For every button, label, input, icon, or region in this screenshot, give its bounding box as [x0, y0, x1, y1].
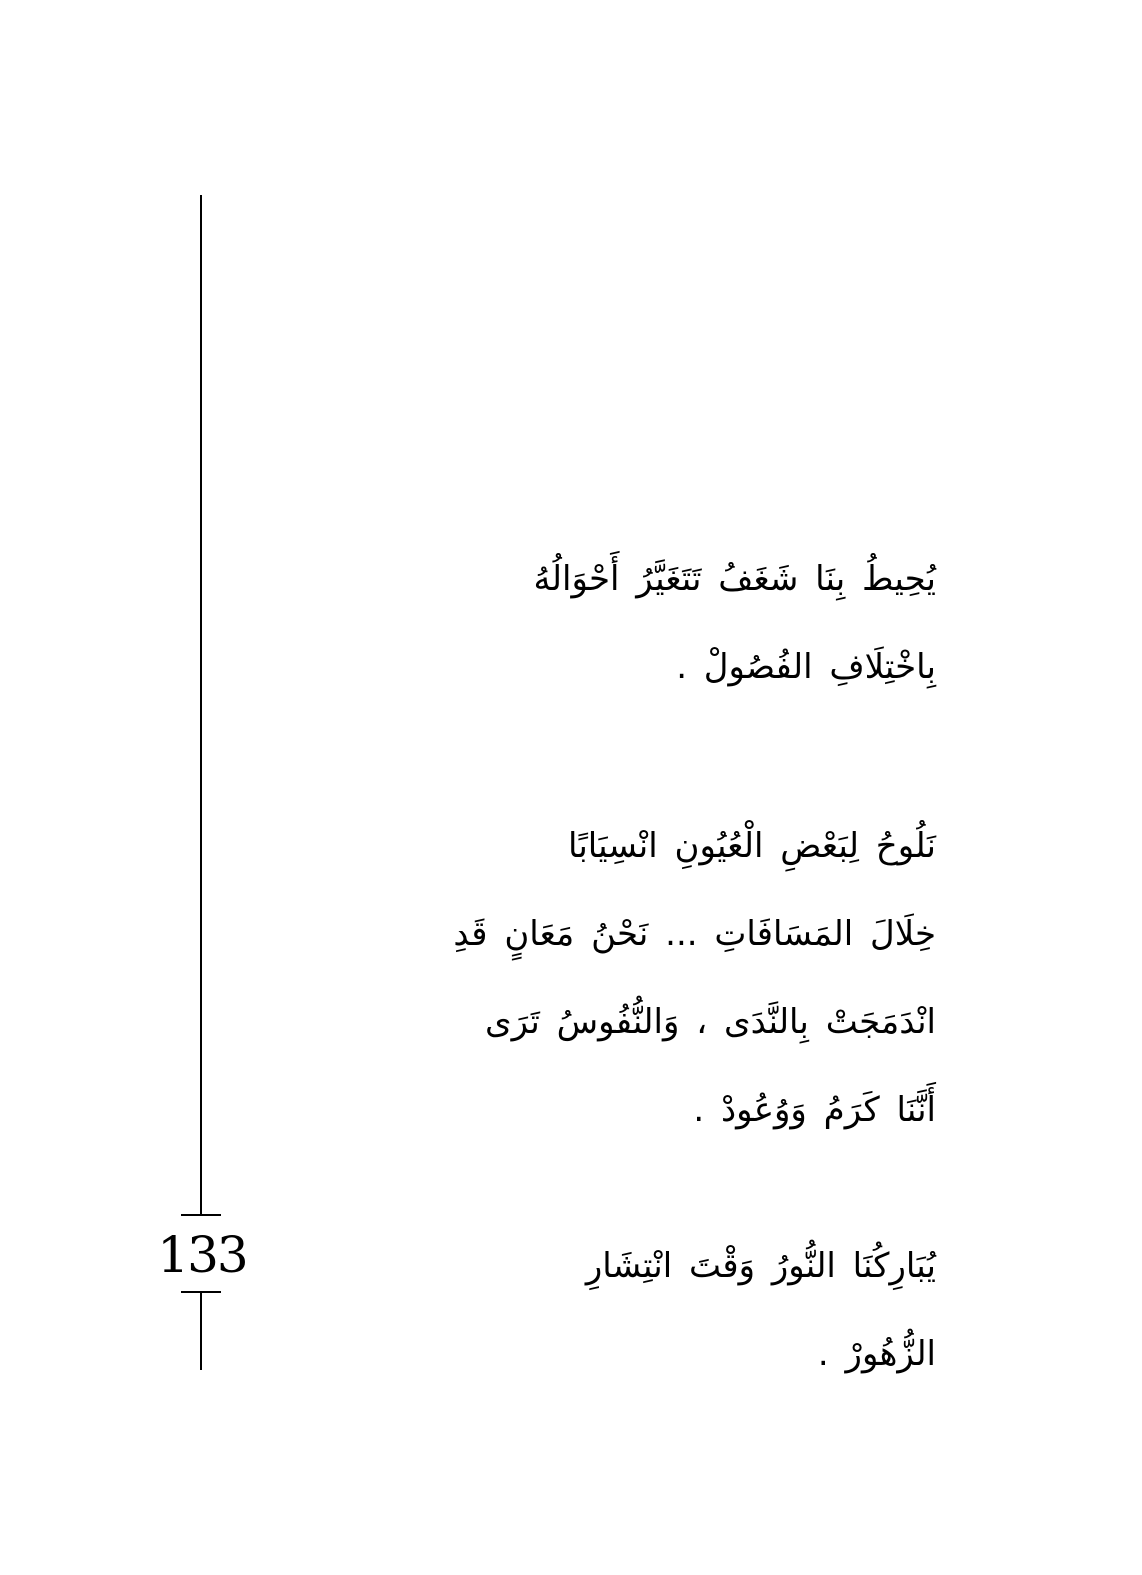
poem-line: نَلُوحُ لِبَعْضِ الْعُيُونِ انْسِيَابًا — [567, 826, 936, 866]
poem-line: الزُّهُورْ . — [817, 1334, 936, 1374]
margin-rule-top — [200, 195, 202, 1215]
stanza — [290, 802, 936, 1154]
stanza — [290, 1222, 936, 1398]
page-number: 133 — [157, 1226, 247, 1284]
page-number-tick-top — [181, 1214, 221, 1216]
poem-line: يُبَارِكُنَا النُّورُ وَقْتَ انْتِشَارِ — [585, 1246, 936, 1286]
poem-line: أَنَّنَا كَرَمُ وَوُعُودْ . — [693, 1090, 936, 1130]
stanza — [290, 535, 936, 711]
poem-line: خِلَالَ المَسَافَاتِ ... نَحْنُ مَعَانٍ قَدِ — [453, 914, 936, 954]
poem-line: بِاخْتِلَافِ الفُصُولْ . — [676, 647, 936, 687]
poem-line: انْدَمَجَتْ بِالنَّدَى ، وَالنُّفُوسُ تَرَى — [485, 1002, 936, 1042]
poem-line: يُحِيطُ بِنَا شَغَفُ تَتَغَيَّرُ أَحْوَالُهُ — [533, 559, 936, 599]
margin-rule-bottom — [200, 1292, 202, 1370]
